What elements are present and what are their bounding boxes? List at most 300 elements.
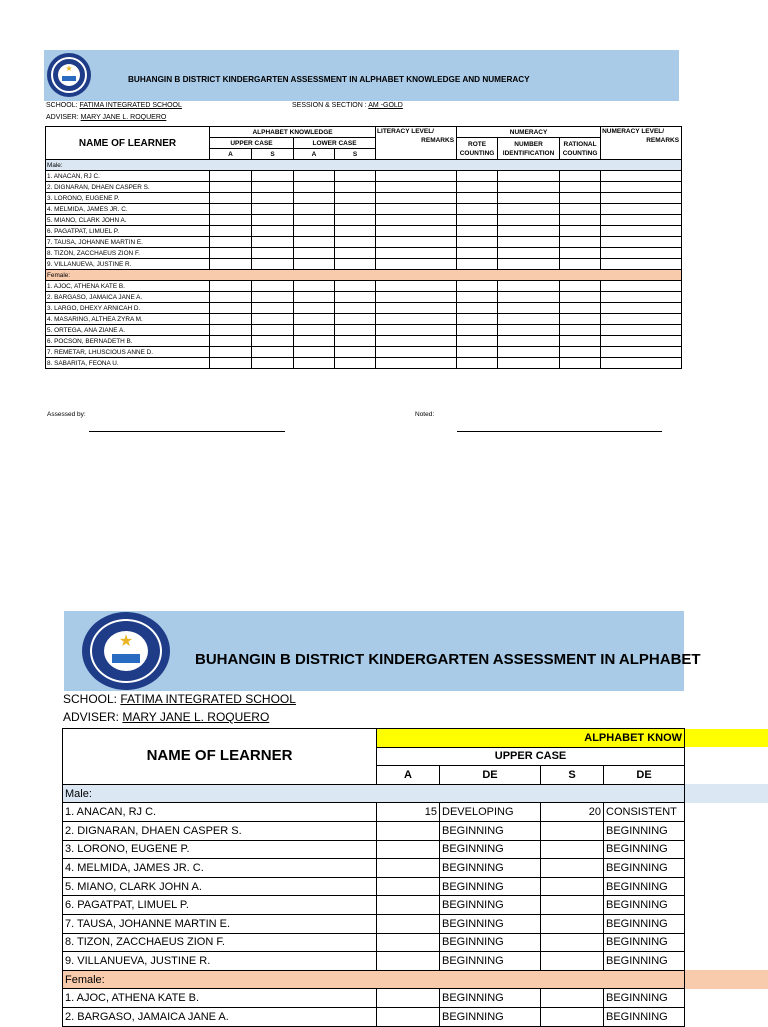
score-cell[interactable] [376,303,457,314]
group-label: Female: [46,270,682,281]
score-cell[interactable] [210,259,252,270]
score-cell[interactable] [457,259,498,270]
upper-case-header: UPPER CASE [377,747,685,766]
upper-s-level: BEGINNING [604,989,685,1008]
score-cell[interactable] [457,215,498,226]
upper-a-de-header: DE [440,766,541,785]
table-row [63,989,768,1008]
score-cell[interactable] [457,358,498,369]
score-cell[interactable] [210,226,252,237]
alphabet-knowledge-header: ALPHABET KNOW [377,729,685,748]
table-row [63,952,768,971]
score-cell[interactable] [560,347,601,358]
group-row [63,970,768,989]
group-label: Female: [63,970,685,989]
numeracy-level-header [601,127,682,160]
empty-cell [685,952,768,971]
score-cell[interactable] [376,171,457,182]
score-cell[interactable] [335,248,376,259]
upper-s-level: BEGINNING [604,840,685,859]
score-cell[interactable] [376,237,457,248]
name-of-learner-header: NAME OF LEARNER [63,729,377,785]
upper-s-level: BEGINNING [604,1007,685,1026]
score-cell[interactable] [560,303,601,314]
upper-s-header: S [252,149,294,160]
score-cell[interactable] [457,336,498,347]
score-cell[interactable] [210,204,252,215]
score-cell[interactable] [252,314,294,325]
table-row [46,182,682,193]
score-cell[interactable] [252,171,294,182]
score-cell[interactable] [601,314,682,325]
score-cell[interactable] [294,281,335,292]
score-cell[interactable] [457,237,498,248]
score-cell[interactable] [498,303,560,314]
score-cell[interactable] [498,336,560,347]
score-cell[interactable] [601,226,682,237]
table-row [46,314,682,325]
learner-name: 5. MIANO, CLARK JOHN A. [46,215,210,226]
numeracy-level-label: NUMERACY LEVEL/ [601,127,679,136]
score-cell[interactable] [252,193,294,204]
score-cell[interactable] [210,248,252,259]
empty-header-cell [685,766,768,785]
score-cell[interactable] [376,259,457,270]
score-cell[interactable] [210,303,252,314]
score-cell[interactable] [498,292,560,303]
table-row [46,171,682,182]
learner-name: 1. ANACAN, RJ C. [46,171,210,182]
page-title: BUHANGIN B DISTRICT KINDERGARTEN ASSESSMENT IN ALPHABET [195,651,701,668]
score-cell[interactable] [294,325,335,336]
upper-s-header: S [541,766,604,785]
upper-s-level: BEGINNING [604,914,685,933]
score-cell[interactable] [294,215,335,226]
session-value: AM -GOLD [368,102,403,109]
upper-a-score[interactable] [377,896,440,915]
score-cell[interactable] [457,193,498,204]
table-row [46,237,682,248]
district-seal-icon: ★ [82,612,170,690]
score-cell[interactable] [601,358,682,369]
session-label: SESSION & SECTION : [292,102,367,109]
score-cell[interactable] [601,347,682,358]
score-cell[interactable] [498,259,560,270]
group-label: Male: [63,784,685,803]
score-cell[interactable] [376,215,457,226]
score-cell[interactable] [601,171,682,182]
school-info [63,692,296,706]
score-cell[interactable] [252,292,294,303]
upper-a-header: A [210,149,252,160]
score-cell[interactable] [294,248,335,259]
score-cell[interactable] [560,248,601,259]
name-of-learner-header: NAME OF LEARNER [46,127,210,160]
upper-s-score[interactable] [541,840,604,859]
score-cell[interactable] [601,303,682,314]
score-cell[interactable] [210,171,252,182]
score-cell[interactable] [294,358,335,369]
noted-label: Noted: [415,411,434,418]
score-cell[interactable] [252,237,294,248]
score-cell[interactable] [294,259,335,270]
adviser-info [63,710,269,724]
score-cell[interactable] [376,281,457,292]
upper-a-level: BEGINNING [440,896,541,915]
score-cell[interactable] [601,237,682,248]
table-row [46,204,682,215]
upper-a-score[interactable] [377,1007,440,1026]
score-cell[interactable] [294,226,335,237]
table-row [63,896,768,915]
lower-case-header: LOWER CASE [294,138,376,149]
score-cell[interactable] [498,358,560,369]
score-cell[interactable] [560,237,601,248]
score-cell[interactable] [498,215,560,226]
empty-cell [685,840,768,859]
score-cell[interactable] [457,303,498,314]
rote-counting-header [457,138,498,160]
score-cell[interactable] [376,226,457,237]
score-cell[interactable] [294,347,335,358]
upper-a-score[interactable] [377,859,440,878]
upper-s-level: BEGINNING [604,877,685,896]
score-cell[interactable] [210,281,252,292]
score-cell[interactable] [252,358,294,369]
upper-a-score[interactable] [377,989,440,1008]
school-label: SCHOOL: [63,692,117,706]
score-cell[interactable] [498,248,560,259]
upper-s-score[interactable] [541,821,604,840]
learner-name: 6. PAGATPAT, LIMUEL P. [46,226,210,237]
score-cell[interactable] [560,292,601,303]
score-cell[interactable] [210,336,252,347]
rote-label: ROTE [457,140,497,149]
score-cell[interactable] [498,237,560,248]
score-cell[interactable] [457,292,498,303]
learner-name: 3. LORONO, EUGENE P. [63,840,377,859]
score-cell[interactable] [210,193,252,204]
score-cell[interactable] [335,226,376,237]
score-cell[interactable] [252,336,294,347]
upper-a-score[interactable] [377,933,440,952]
score-cell[interactable] [294,182,335,193]
table-row [46,259,682,270]
identification-label: IDENTIFICATION [498,149,559,158]
upper-a-score[interactable] [377,914,440,933]
upper-s-score[interactable] [541,896,604,915]
score-cell[interactable] [335,281,376,292]
score-cell[interactable] [560,226,601,237]
number-identification-header [498,138,560,160]
school-value: FATIMA INTEGRATED SCHOOL [79,102,181,109]
score-cell[interactable] [210,325,252,336]
score-cell[interactable] [560,358,601,369]
score-cell[interactable] [210,292,252,303]
score-cell[interactable] [335,171,376,182]
upper-a-level: BEGINNING [440,989,541,1008]
upper-a-level: BEGINNING [440,821,541,840]
school-info [46,102,182,109]
score-cell[interactable] [498,204,560,215]
score-cell[interactable] [335,358,376,369]
learner-name: 3. LARGO, DHEXY ARNICAH D. [46,303,210,314]
score-cell[interactable] [560,314,601,325]
upper-case-header: UPPER CASE [210,138,294,149]
score-cell[interactable] [376,182,457,193]
score-cell[interactable] [601,193,682,204]
score-cell[interactable] [294,171,335,182]
score-cell[interactable] [335,193,376,204]
score-cell[interactable] [294,314,335,325]
upper-a-header: A [377,766,440,785]
score-cell[interactable] [601,204,682,215]
table-row [46,215,682,226]
score-cell[interactable] [601,215,682,226]
table-row [46,281,682,292]
score-cell[interactable] [376,314,457,325]
score-cell[interactable] [376,248,457,259]
noted-signature-line [457,431,662,432]
score-cell[interactable] [376,204,457,215]
school-value: FATIMA INTEGRATED SCHOOL [120,692,296,706]
upper-s-level: BEGINNING [604,821,685,840]
score-cell[interactable] [335,292,376,303]
upper-a-level: DEVELOPING [440,803,541,822]
score-cell[interactable] [498,226,560,237]
empty-cell [685,859,768,878]
score-cell[interactable] [376,347,457,358]
score-cell[interactable] [457,314,498,325]
score-cell[interactable] [457,226,498,237]
upper-s-level: CONSISTENT [604,803,685,822]
learner-name: 7. TAUSA, JOHANNE MARTIN E. [63,914,377,933]
score-cell[interactable] [560,259,601,270]
literacy-level-header [376,127,457,160]
group-row [63,784,768,803]
score-cell[interactable] [457,347,498,358]
score-cell[interactable] [457,171,498,182]
upper-a-level: BEGINNING [440,1007,541,1026]
learner-name: 6. PAGATPAT, LIMUEL P. [63,896,377,915]
score-cell[interactable] [601,325,682,336]
upper-a-level: BEGINNING [440,859,541,878]
upper-a-score[interactable] [377,821,440,840]
score-cell[interactable] [335,303,376,314]
score-cell[interactable] [560,182,601,193]
number-label: NUMBER [498,140,559,149]
numeracy-header: NUMERACY [457,127,601,138]
score-cell[interactable] [457,325,498,336]
upper-s-level: BEGINNING [604,896,685,915]
upper-s-level: BEGINNING [604,952,685,971]
empty-cell [685,933,768,952]
score-cell[interactable] [560,281,601,292]
score-cell[interactable] [335,325,376,336]
table-row [46,248,682,259]
learner-name: 9. VILLANUEVA, JUSTINE R. [63,952,377,971]
empty-cell [685,914,768,933]
score-cell[interactable] [252,215,294,226]
score-cell[interactable] [335,215,376,226]
score-cell[interactable] [601,259,682,270]
score-cell[interactable] [560,325,601,336]
literacy-level-label: LITERACY LEVEL/ [376,127,454,136]
table-row [63,877,768,896]
alphabet-knowledge-header: ALPHABET KNOWLEDGE [210,127,376,138]
learner-name: 8. TIZON, ZACCHAEUS ZION F. [63,933,377,952]
score-cell[interactable] [335,314,376,325]
upper-a-score[interactable] [377,952,440,971]
score-cell[interactable] [210,314,252,325]
adviser-label: ADVISER: [46,114,79,121]
upper-s-score[interactable] [541,877,604,896]
score-cell[interactable] [210,347,252,358]
learner-name: 3. LORONO, EUGENE P. [46,193,210,204]
score-cell[interactable] [335,336,376,347]
score-cell[interactable] [294,193,335,204]
upper-s-score[interactable]: 20 [541,803,604,822]
score-cell[interactable] [335,182,376,193]
score-cell[interactable] [294,237,335,248]
upper-a-level: BEGINNING [440,914,541,933]
score-cell[interactable] [498,314,560,325]
table-row [46,292,682,303]
score-cell[interactable] [335,259,376,270]
empty-cell [685,803,768,822]
learner-name: 2. DIGNARAN, DHAEN CASPER S. [46,182,210,193]
table-row [46,303,682,314]
score-cell[interactable] [498,193,560,204]
score-cell[interactable] [560,336,601,347]
rational-counting-header [560,138,601,160]
score-cell[interactable] [498,325,560,336]
score-cell[interactable] [560,215,601,226]
score-cell[interactable] [252,248,294,259]
learner-name: 1. ANACAN, RJ C. [63,803,377,822]
table-row [46,358,682,369]
score-cell[interactable] [335,237,376,248]
learner-name: 7. TAUSA, JOHANNE MARTIN E. [46,237,210,248]
learner-name: 2. DIGNARAN, DHAEN CASPER S. [63,821,377,840]
group-row-extension [685,970,768,989]
upper-a-level: BEGINNING [440,933,541,952]
upper-s-score[interactable] [541,933,604,952]
score-cell[interactable] [601,248,682,259]
learner-name: 4. MASARING, ALTHEA ZYRA M. [46,314,210,325]
score-cell[interactable] [252,259,294,270]
score-cell[interactable] [252,182,294,193]
score-cell[interactable] [376,292,457,303]
learner-name: 6. POCSON, BERNADETH B. [46,336,210,347]
group-label: Male: [46,160,682,171]
score-cell[interactable] [294,336,335,347]
score-cell[interactable] [210,237,252,248]
score-cell[interactable] [252,281,294,292]
score-cell[interactable] [376,193,457,204]
score-cell[interactable] [210,215,252,226]
empty-cell [685,877,768,896]
score-cell[interactable] [210,358,252,369]
learner-name: 2. BARGASO, JAMAICA JANE A. [63,1007,377,1026]
upper-s-score[interactable] [541,989,604,1008]
score-cell[interactable] [335,204,376,215]
adviser-value: MARY JANE L. ROQUERO [122,710,269,724]
score-cell[interactable] [294,204,335,215]
district-seal-icon: ★ [47,53,91,97]
upper-a-score[interactable] [377,840,440,859]
group-row [46,160,682,171]
score-cell[interactable] [601,292,682,303]
score-cell[interactable] [457,281,498,292]
learner-name: 7. REMETAR, LHUSCIOUS ANNE D. [46,347,210,358]
score-cell[interactable] [457,248,498,259]
score-cell[interactable] [252,325,294,336]
score-cell[interactable] [498,171,560,182]
upper-a-score[interactable]: 15 [377,803,440,822]
score-cell[interactable] [252,204,294,215]
score-cell[interactable] [601,281,682,292]
score-cell[interactable] [498,347,560,358]
score-cell[interactable] [252,303,294,314]
score-cell[interactable] [335,347,376,358]
learner-name: 4. MELMIDA, JAMES JR. C. [46,204,210,215]
learner-name: 8. SABARITA, FEONA U. [46,358,210,369]
upper-s-score[interactable] [541,914,604,933]
learner-name: 1. AJOC, ATHENA KATE B. [63,989,377,1008]
upper-s-score[interactable] [541,859,604,878]
table-row [46,336,682,347]
score-cell[interactable] [294,303,335,314]
learner-name: 2. BARGASO, JAMAICA JANE A. [46,292,210,303]
table-row [63,821,768,840]
table-row [63,933,768,952]
counting-label: COUNTING [457,149,497,158]
learner-name: 8. TIZON, ZACCHAEUS ZION F. [46,248,210,259]
assessed-by-signature-line [89,431,285,432]
empty-cell [685,896,768,915]
score-cell[interactable] [498,281,560,292]
upper-s-score[interactable] [541,952,604,971]
score-cell[interactable] [376,325,457,336]
score-cell[interactable] [457,182,498,193]
score-cell[interactable] [560,204,601,215]
score-cell[interactable] [601,336,682,347]
learner-name: 4. MELMIDA, JAMES JR. C. [63,859,377,878]
upper-a-score[interactable] [377,877,440,896]
score-cell[interactable] [498,182,560,193]
adviser-label: ADVISER: [63,710,119,724]
empty-header-cell [685,747,768,766]
score-cell[interactable] [560,193,601,204]
literacy-remarks-label: REMARKS [376,136,454,145]
score-cell[interactable] [457,204,498,215]
table-row [46,347,682,358]
score-cell[interactable] [560,171,601,182]
score-cell[interactable] [210,182,252,193]
session-info [292,102,403,109]
score-cell[interactable] [252,226,294,237]
upper-s-de-header: DE [604,766,685,785]
upper-s-score[interactable] [541,1007,604,1026]
learner-name: 5. ORTEGA, ANA ZIANE A. [46,325,210,336]
table-row [46,325,682,336]
score-cell[interactable] [601,182,682,193]
score-cell[interactable] [376,358,457,369]
score-cell[interactable] [252,347,294,358]
score-cell[interactable] [376,336,457,347]
score-cell[interactable] [294,292,335,303]
